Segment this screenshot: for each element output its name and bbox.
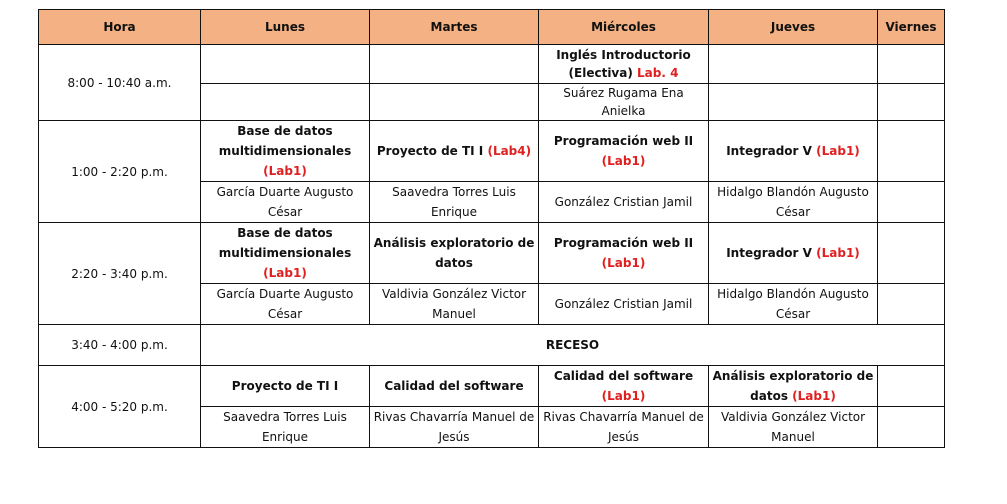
empty-cell — [878, 182, 945, 223]
teacher-cell: Rivas Chavarría Manuel de Jesús — [370, 407, 539, 448]
teacher-cell: González Cristian Jamil — [539, 284, 709, 325]
lab-label: (Lab1) — [601, 256, 646, 270]
empty-cell — [201, 45, 370, 84]
table-row — [39, 366, 945, 407]
lab-label: (Lab1) — [816, 246, 860, 260]
course-name: Programación web II — [553, 236, 694, 250]
lab-label: (Lab1) — [816, 144, 860, 158]
hora-cell: 8:00 - 10:40 a.m. — [39, 45, 201, 121]
lab-label: (Lab1) — [263, 164, 307, 178]
hora-cell: 1:00 - 2:20 p.m. — [39, 121, 201, 223]
course-cell — [201, 223, 370, 284]
teacher-cell: Hidalgo Blandón Augusto César — [709, 284, 878, 325]
course-name: Calidad del software — [553, 369, 694, 383]
empty-cell — [878, 284, 945, 325]
empty-cell — [878, 121, 945, 182]
course-name: Base de datos multidimensionales — [218, 124, 352, 158]
lab-label: (Lab1) — [263, 266, 307, 280]
course-cell: Análisis exploratorio de datos — [370, 223, 539, 284]
receso-cell: RECESO — [201, 325, 945, 366]
course-name: Integrador V — [726, 246, 812, 260]
header-row — [39, 10, 945, 45]
teacher-cell: Valdivia González Victor Manuel — [370, 284, 539, 325]
header-viernes: Viernes — [878, 10, 945, 45]
empty-cell — [370, 45, 539, 84]
hora-cell: 3:40 - 4:00 p.m. — [39, 325, 201, 366]
header-hora: Hora — [39, 10, 201, 45]
course-cell — [201, 121, 370, 182]
teacher-cell: García Duarte Augusto César — [201, 182, 370, 223]
header-miercoles: Miércoles — [539, 10, 709, 45]
course-cell — [709, 366, 878, 407]
table-row — [39, 121, 945, 182]
course-cell — [370, 121, 539, 182]
course-name: Proyecto de TI I — [376, 144, 484, 158]
teacher-cell: Hidalgo Blandón Augusto César — [709, 182, 878, 223]
lab-label: (Lab4) — [487, 144, 532, 158]
teacher-cell: Saavedra Torres Luis Enrique — [370, 182, 539, 223]
lab-label: (Lab1) — [601, 389, 646, 403]
empty-cell — [878, 223, 945, 284]
empty-cell — [370, 84, 539, 121]
header-martes: Martes — [370, 10, 539, 45]
empty-cell — [878, 366, 945, 407]
teacher-cell: González Cristian Jamil — [539, 182, 709, 223]
teacher-cell: García Duarte Augusto César — [201, 284, 370, 325]
course-cell — [539, 121, 709, 182]
schedule-table — [38, 9, 945, 448]
table-row — [39, 325, 945, 366]
empty-cell — [709, 45, 878, 84]
teacher-cell: Rivas Chavarría Manuel de Jesús — [539, 407, 709, 448]
course-cell — [709, 121, 878, 182]
lab-label: (Lab1) — [601, 154, 646, 168]
hora-cell: 2:20 - 3:40 p.m. — [39, 223, 201, 325]
teacher-cell: Valdivia González Victor Manuel — [709, 407, 878, 448]
course-cell — [539, 223, 709, 284]
empty-cell — [878, 45, 945, 84]
course-cell — [709, 223, 878, 284]
course-cell — [539, 45, 709, 84]
course-name: Programación web II — [553, 134, 694, 148]
header-lunes: Lunes — [201, 10, 370, 45]
empty-cell — [878, 84, 945, 121]
course-name: Base de datos multidimensionales — [218, 226, 352, 260]
table-row — [39, 45, 945, 84]
empty-cell — [709, 84, 878, 121]
course-cell — [539, 366, 709, 407]
header-jueves: Jueves — [709, 10, 878, 45]
lab-label: Lab. 4 — [637, 66, 679, 80]
table-row — [39, 223, 945, 284]
teacher-cell: Saavedra Torres Luis Enrique — [201, 407, 370, 448]
course-name: Análisis exploratorio de datos — [712, 369, 874, 403]
lab-label: (Lab1) — [792, 389, 836, 403]
teacher-cell: Suárez Rugama Ena Anielka — [539, 84, 709, 121]
empty-cell — [201, 84, 370, 121]
hora-cell: 4:00 - 5:20 p.m. — [39, 366, 201, 448]
empty-cell — [878, 407, 945, 448]
course-cell: Proyecto de TI I — [201, 366, 370, 407]
course-cell: Calidad del software — [370, 366, 539, 407]
course-name: Integrador V — [726, 144, 812, 158]
course-name: Inglés Introductorio (Electiva) — [556, 48, 691, 80]
